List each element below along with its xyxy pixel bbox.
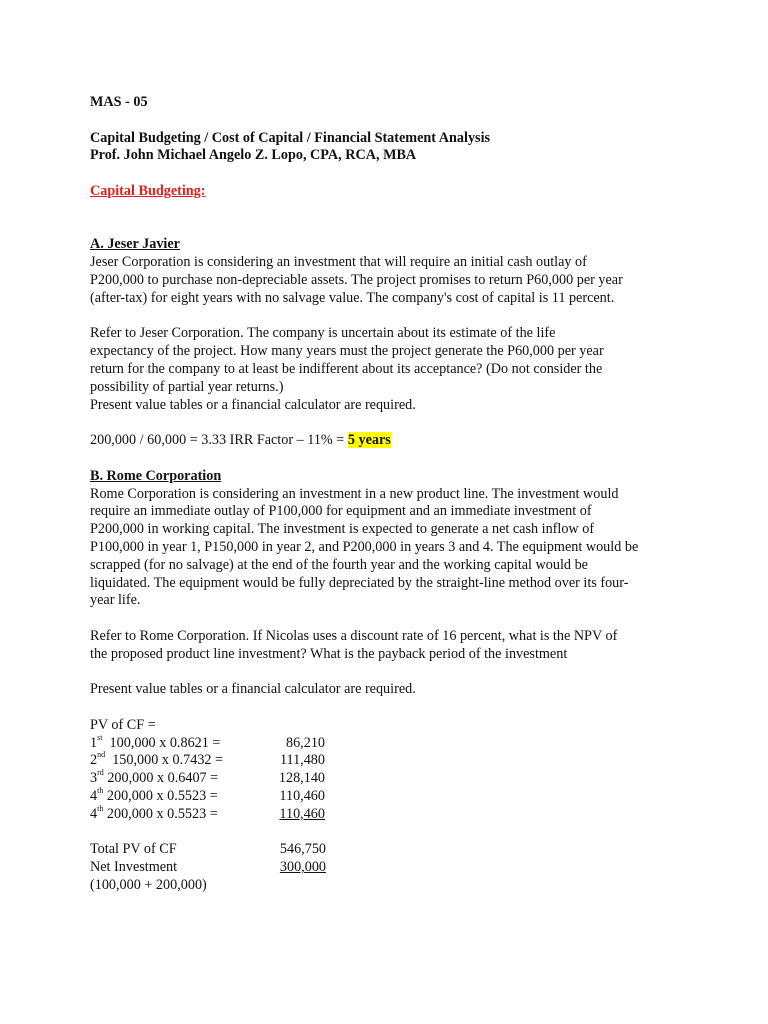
pv-row-label [90,788,218,806]
problem-a-heading: A. Jeser Javier [90,236,180,253]
net-investment-row [90,859,690,877]
pv-calculation-table [90,732,690,824]
pv-row-label [90,752,223,770]
pv-row-ordinal-suffix: st [97,732,103,742]
pv-row-ordinal: 4 [90,805,98,822]
problem-b-text: scrapped (for no salvage) at the end of the fourth year and the working capital would be [90,556,588,573]
problem-a-question: return for the company to at least be indifferent about its acceptance? (Do not consider the [90,360,603,377]
pv-row-ordinal: 1 [90,734,98,751]
pv-row-value: 110,460 [279,805,325,822]
net-investment-note: (100,000 + 200,000) [90,877,207,894]
total-pv-value: 546,750 [279,841,326,858]
pv-row-expression: 100,000 x 0.8621 = [102,734,221,751]
pv-row-value: 86,210 [285,734,325,751]
pv-row-ordinal-suffix: th [97,803,104,813]
pv-row-expression: 200,000 x 0.5523 = [103,805,218,822]
pv-row [90,732,690,753]
problem-a-question: expectancy of the project. How many years must the project generate the P60,000 per year [90,343,604,360]
pv-row [90,752,690,770]
pv-row [90,770,690,788]
problem-b-heading: B. Rome Corporation [90,467,222,484]
problem-a-question: Present value tables or a financial calculator are required. [90,396,416,413]
net-investment-value: 300,000 [279,859,326,876]
problem-b-note: Present value tables or a financial calculator are required. [90,681,416,698]
problem-b-text: year life. [90,592,141,609]
pv-row-label [90,770,218,788]
problem-b-text: Rome Corporation is considering an investment in a new product line. The investment would [90,485,619,502]
problem-b-text: liquidated. The equipment would be fully depreciated by the straight-line method over its four- [90,574,629,591]
net-investment-label: Net Investment [90,859,178,876]
problem-a-solution [90,432,690,450]
pv-row-ordinal: 4 [90,788,98,805]
problem-a-text: P200,000 to purchase non-depreciable assets. The project promises to return P60,000 per year [90,271,623,288]
problem-b-question: Refer to Rome Corporation. If Nicolas uses a discount rate of 16 percent, what is the NPV of [90,627,618,644]
pv-row-label [90,803,218,824]
pv-label: PV of CF = [90,716,156,733]
pv-row-label [90,732,221,753]
doc-title: Capital Budgeting / Cost of Capital / Financial Statement Analysis [90,129,491,146]
pv-row-ordinal: 2 [90,752,98,769]
problem-a-text: Jeser Corporation is considering an investment that will require an initial cash outlay of [90,254,587,271]
total-pv-row [90,841,690,859]
pv-row-expression: 150,000 x 0.7432 = [105,752,224,769]
problem-b-text: P200,000 in working capital. The investment is expected to generate a net cash inflow of [90,521,595,538]
problem-a-text: (after-tax) for eight years with no salvage value. The company's cost of capital is 11 percent. [90,289,615,306]
pv-row-value: 128,140 [278,770,325,787]
problem-b-text: P100,000 in year 1, P150,000 in year 2, and P200,000 in years 3 and 4. The equipment would be [90,538,639,555]
solution-text: 200,000 / 60,000 = 3.33 IRR Factor – 11% = [90,432,348,449]
pv-row-expression: 200,000 x 0.5523 = [103,788,218,805]
pv-row-value: 110,460 [279,788,325,805]
problem-b-text: require an immediate outlay of P100,000 for equipment and an immediate investment of [90,503,592,520]
total-pv-label: Total PV of CF [90,841,177,858]
document-page [90,94,690,895]
solution-answer: 5 years [347,432,391,449]
pv-row-ordinal-suffix: rd [97,768,104,778]
doc-code: MAS - 05 [90,94,148,110]
pv-row [90,788,690,806]
section-heading: Capital Budgeting: [90,182,206,199]
pv-row-ordinal-suffix: nd [97,750,106,760]
pv-row-ordinal-suffix: th [97,786,104,796]
pv-row-expression: 200,000 x 0.6407 = [103,770,219,787]
pv-row [90,803,690,824]
problem-a-question: Refer to Jeser Corporation. The company is uncertain about its estimate of the life [90,325,556,342]
pv-row-ordinal: 3 [90,770,98,787]
problem-a-question: possibility of partial year returns.) [90,378,284,395]
problem-b-question: the proposed product line investment? What is the payback period of the investment [90,645,568,662]
doc-author: Prof. John Michael Angelo Z. Lopo, CPA, RCA, MBA [90,147,417,164]
pv-row-value: 111,480 [279,752,325,769]
